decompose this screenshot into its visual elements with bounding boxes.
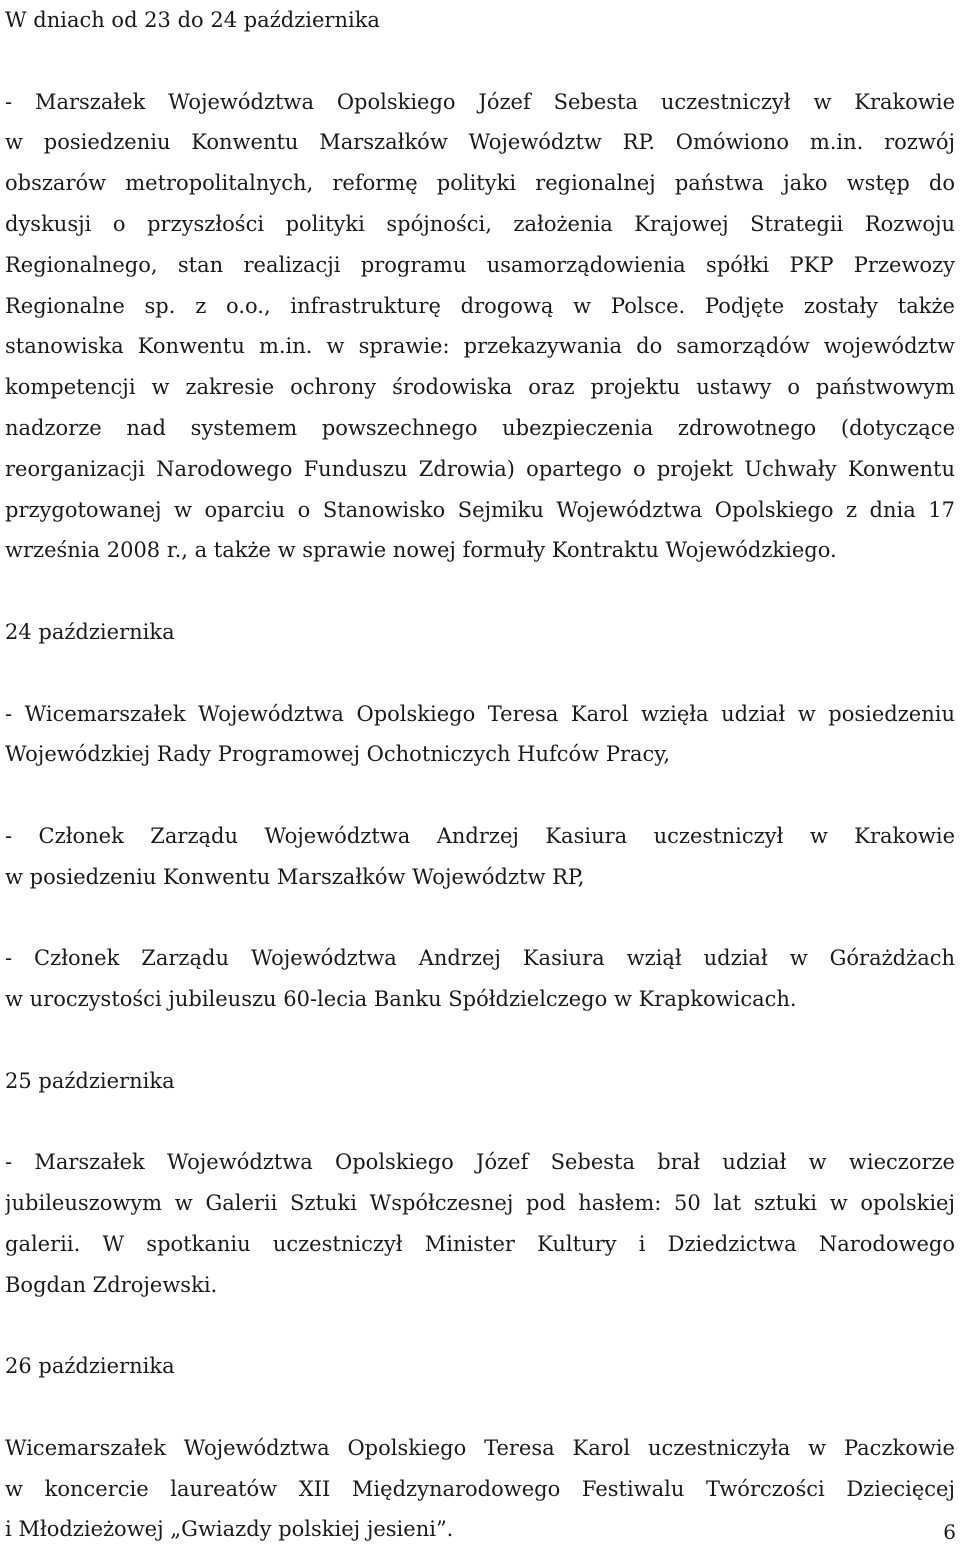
paragraph-spacer [5,1102,955,1143]
paragraph-line: kompetencji w zakresie ochrony środowiska oraz projektu ustawy o państwowym [5,375,955,400]
paragraph-line-last: w posiedzeniu Konwentu Marszałków Województw RP, [5,864,585,889]
paragraph-line: - Wicemarszałek Województwa Opolskiego Teresa Karol wzięła udział w posiedzeniu [5,701,955,726]
paragraph-line: Regionalnego, stan realizacji programu usamorządowienia spółki PKP Przewozy [5,252,955,277]
entry-kasiura-gorazdze [5,938,955,1020]
paragraph-line: - Członek Zarządu Województwa Andrzej Kasiura wziął udział w Górażdżach [5,946,955,971]
paragraph-line: przygotowanej w oparciu o Stanowisko Sejmiku Województwa Opolskiego z dnia 17 [5,497,955,522]
paragraph-line-last: Bogdan Zdrojewski. [5,1272,218,1297]
paragraph-spacer [5,1020,955,1061]
paragraph-line: dyskusji o przyszłości polityki spójności, założenia Krajowej Strategii Rozwoju [5,211,955,236]
date-heading: 26 października [5,1354,175,1379]
paragraph-line-last: w uroczystości jubileuszu 60-lecia Banku Spółdzielczego w Krapkowicach. [5,987,797,1012]
paragraph-line: stanowiska Konwentu m.in. w sprawie: przekazywania do samorządów województw [5,334,955,359]
paragraph-line-last: września 2008 r., a także w sprawie nowej formuły Kontraktu Wojewódzkiego. [5,538,837,563]
paragraph-line: - Członek Zarządu Województwa Andrzej Kasiura uczestniczył w Krakowie [5,823,955,848]
paragraph-spacer [5,1387,955,1428]
page-number: 6 [943,1520,956,1544]
paragraph-line: jubileuszowym w Galerii Sztuki Współczesnej pod hasłem: 50 lat sztuki w opolskiej [5,1191,955,1216]
paragraph-line-last: Wojewódzkiej Rady Programowej Ochotniczych Hufców Pracy, [5,742,671,767]
paragraph-spacer [5,775,955,816]
entry-kasiura-krakow [5,816,955,898]
paragraph-line: reorganizacji Narodowego Funduszu Zdrowia) opartego o projekt Uchwały Konwentu [5,456,955,481]
paragraph-spacer [5,898,955,939]
date-heading: 25 października [5,1068,175,1093]
paragraph-line: w koncercie laureatów XII Międzynarodowego Festiwalu Twórczości Dziecięcej [5,1476,955,1501]
paragraph-line: galerii. W spotkaniu uczestniczył Minister Kultury i Dziedzictwa Narodowego [5,1231,955,1256]
date-heading: W dniach od 23 do 24 października [5,8,380,32]
paragraph-line: - Marszałek Województwa Opolskiego Józef Sebesta uczestniczył w Krakowie [5,89,955,114]
entry-karol-ohp [5,694,955,776]
paragraph-line: obszarów metropolitalnych, reformę polityki regionalnej państwa jako wstęp do [5,171,955,196]
paragraph-spacer [5,41,955,82]
entry-sebesta-krakow [5,82,955,572]
paragraph-line: Wicemarszałek Województwa Opolskiego Teresa Karol uczestniczyła w Paczkowie [5,1435,955,1460]
date-heading: 24 października [5,619,175,644]
paragraph-spacer [5,653,955,694]
paragraph-spacer [5,571,955,612]
paragraph-line-last: i Młodzieżowej „Gwiazdy polskiej jesieni”. [5,1517,454,1542]
paragraph-line: nadzorze nad systemem powszechnego ubezpieczenia zdrowotnego (dotyczące [5,415,955,440]
paragraph-spacer [5,1306,955,1347]
document-page [5,0,955,1550]
entry-sebesta-galeria [5,1142,955,1305]
paragraph-line: w posiedzeniu Konwentu Marszałków Województw RP. Omówiono m.in. rozwój [5,130,955,155]
entry-karol-paczkow [5,1428,955,1550]
paragraph-line: Regionalne sp. z o.o., infrastrukturę drogową w Polsce. Podjęte zostały także [5,293,955,318]
paragraph-line: - Marszałek Województwa Opolskiego Józef Sebesta brał udział w wieczorze [5,1150,955,1175]
